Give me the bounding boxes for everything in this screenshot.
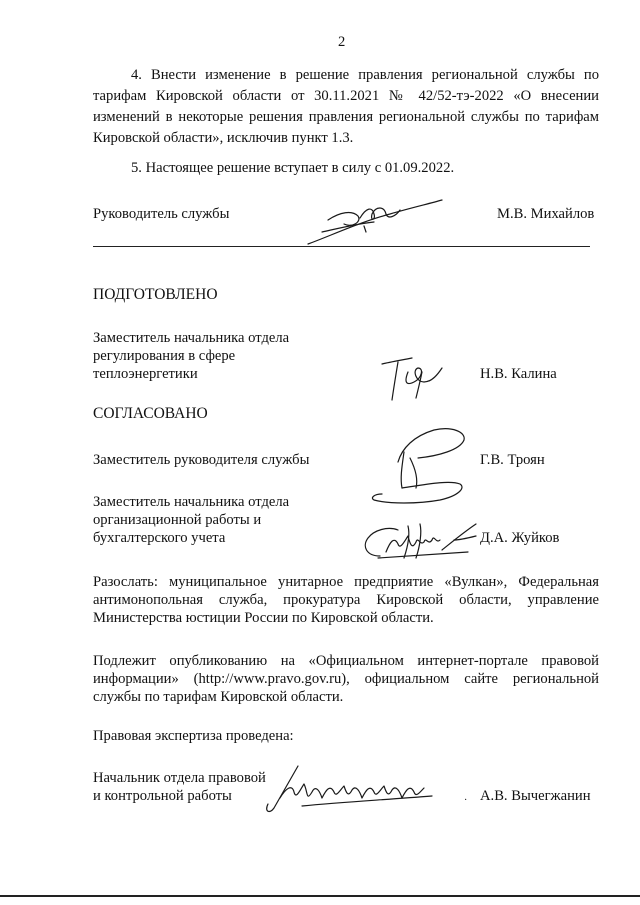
prepared-name: Н.В. Калина — [480, 366, 557, 382]
page-number: 2 — [338, 34, 346, 50]
item-5: 5. Настоящее решение вступает в силу с 01.09.2022. — [131, 160, 455, 176]
legal-name: А.В. Вычегжанин — [480, 788, 591, 804]
troyan-name: Г.В. Троян — [480, 452, 545, 468]
legal-review-note: Правовая экспертиза проведена: — [93, 728, 294, 744]
distribution-list: Разослать: муниципальное унитарное предприятие «Вулкан», Федеральная антимонопольная служба, прокуратура Кировской области, управление Министерства юстиции России по Кировской области. — [93, 574, 599, 626]
zhuykov-position-line: бухгалтерского учета — [93, 530, 226, 546]
head-name: М.В. Михайлов — [497, 206, 595, 222]
prepared-position-line: регулирования в сфере — [93, 348, 236, 364]
vychegzhanin-signature — [262, 762, 446, 818]
troyan-signature — [368, 422, 476, 510]
separator-line — [93, 246, 590, 247]
legal-position-line: Начальник отдела правовой — [93, 770, 266, 786]
head-signature — [300, 192, 450, 250]
prepared-position-line: теплоэнергетики — [93, 366, 198, 382]
agreed-heading: СОГЛАСОВАНО — [93, 405, 208, 422]
prepared-heading: ПОДГОТОВЛЕНО — [93, 286, 218, 303]
zhuykov-name: Д.А. Жуйков — [480, 530, 560, 546]
dot-mark: · — [464, 795, 468, 806]
bottom-edge-line — [0, 895, 640, 897]
item-4: 4. Внести изменение в решение правления региональной службы по тарифам Кировской области от 30.11.2021 № 42/52-тэ-2022 «О внесении изменений в некоторые решения правления региональной службы по тарифам Кировской области», исключив пункт 1.3. — [93, 67, 599, 146]
legal-position-line: и контрольной работы — [93, 788, 232, 804]
zhuykov-position-line: Заместитель начальника отдела — [93, 494, 290, 510]
zhuykov-position-line: организационной работы и — [93, 512, 262, 528]
head-position: Руководитель службы — [93, 206, 230, 222]
zhuykov-signature — [358, 516, 482, 564]
publication-note: Подлежит опубликованию на «Официальном интернет-портале правовой информации» (http://www.pravo.gov.ru), официальном сайте региональной службы по тарифам Кировской области. — [93, 653, 599, 705]
kalina-signature — [378, 352, 448, 404]
troyan-position: Заместитель руководителя службы — [93, 452, 310, 468]
prepared-position-line: Заместитель начальника отдела — [93, 330, 290, 346]
